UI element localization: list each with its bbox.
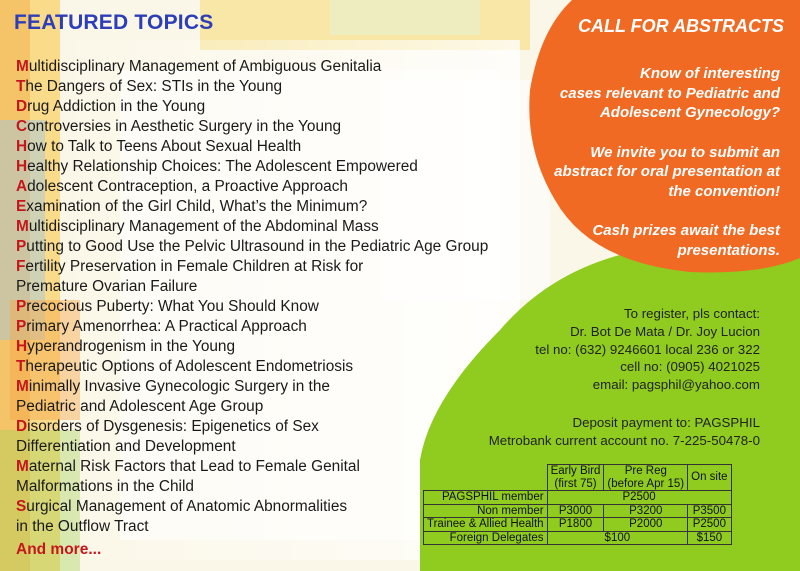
topic-text: ultidisciplinary Management of the Abdominal Mass [28,218,379,235]
topic-item [16,137,536,157]
header-pre-reg: Pre Reg (before Apr 15) [604,465,688,491]
fee-row-foreign [424,531,732,545]
topic-item [16,237,536,257]
topic-initial: D [16,98,28,115]
topic-item [16,157,536,177]
topic-initial: M [16,218,29,235]
foreign-on-site-fee: $150 [688,531,731,545]
topic-item [16,197,536,217]
topic-initial: A [16,178,28,195]
topic-item [16,117,536,137]
fee-row-trainee [424,518,732,532]
trainee-pre-reg: P2000 [604,518,688,532]
registration-contact [430,305,760,394]
header-on-site: On site [688,465,731,491]
registration-fee-table [423,464,732,545]
topic-initial: M [16,458,29,475]
topic-item [16,57,536,77]
topic-initial: P [16,238,27,255]
topic-text: rug Addiction in the Young [27,98,206,115]
topic-initial: D [16,418,28,435]
cfa-line: cases relevant to Pediatric and [559,84,780,102]
topic-text: dolescent Contraception, a Proactive Approach [27,178,348,195]
topic-text: urgical Management of Anatomic Abnormalities [26,498,348,515]
contact-line: email: pagsphil@yahoo.com [592,377,760,393]
topic-text: aternal Risk Factors that Lead to Female Genital [28,458,360,475]
topic-text: he Dangers of Sex: STIs in the Young [25,78,283,95]
fee-header-row [424,465,732,491]
cfa-line: Cash prizes await the best [592,222,780,239]
row-label-foreign: Foreign Delegates [424,531,548,545]
deposit-line: Deposit payment to: PAGSPHIL [572,415,760,430]
foreign-advance-fee: $100 [547,531,688,545]
non-member-pre-reg: P3200 [604,504,688,518]
row-label-member: PAGSPHIL member [424,491,548,505]
topic-initial: M [16,58,29,75]
cfa-paragraph [490,64,780,123]
topic-text: Pediatric and Adolescent Age Group [16,398,264,415]
cfa-paragraph [490,221,780,260]
cfa-line: abstract for oral presentation at [554,163,780,180]
topic-text: recocious Puberty: What You Should Know [26,298,319,315]
non-member-on-site: P3500 [688,504,731,518]
topic-initial: P [16,298,27,315]
featured-topics-title: FEATURED TOPICS [14,11,214,34]
topic-text: yperandrogenism in the Young [27,338,236,355]
topic-initial: H [16,138,28,155]
topic-initial: E [16,198,27,215]
and-more-text: And more... [16,541,102,558]
contact-line: cell no: (0905) 4021025 [620,359,760,375]
contact-line: Dr. Bot De Mata / Dr. Joy Lucion [570,323,760,339]
topic-text: Differentiation and Development [16,438,236,455]
topic-text: isorders of Dysgenesis: Epigenetics of Sex [27,418,319,435]
call-for-abstracts-body [490,64,780,280]
trainee-on-site: P2500 [688,518,731,532]
topic-initial: M [16,378,29,395]
topic-initial: T [16,358,26,375]
topic-text: ow to Talk to Teens About Sexual Health [27,138,302,155]
fee-row-non-member [424,504,732,518]
topic-initial: C [16,118,28,135]
topic-text: inimally Invasive Gynecologic Surgery in the [28,378,330,395]
row-label-non-member: Non member [424,504,548,518]
topic-text: Premature Ovarian Failure [16,278,198,295]
topic-text: xamination of the Girl Child, What’s the Minimum? [26,198,368,215]
topic-initial: H [16,338,28,355]
topic-text: utting to Good Use the Pelvic Ultrasound in the Pediatric Age Group [26,238,489,255]
topic-item [16,97,536,117]
contact-line: To register, pls contact: [624,306,760,321]
trainee-early-bird: P1800 [547,518,604,532]
cfa-paragraph [490,143,780,202]
topic-item [16,277,536,297]
topic-text: ertility Preservation in Female Children at Risk for [25,258,364,275]
fee-row-member [424,491,732,505]
topic-text: ontroversies in Aesthetic Surgery in the Young [27,118,342,135]
topic-text: rimary Amenorrhea: A Practical Approach [26,318,307,335]
cfa-line: the convention! [668,182,780,200]
topic-text: ultidisciplinary Management of Ambiguous Genitalia [28,58,382,75]
call-for-abstracts-title: CALL FOR ABSTRACTS [578,16,784,36]
cfa-line: We invite you to submit an [590,143,780,161]
contact-line: tel no: (632) 9246601 local 236 or 322 [535,341,760,357]
topic-initial: S [16,498,27,515]
topic-text: herapeutic Options of Adolescent Endometriosis [25,358,354,375]
topic-initial: F [16,258,26,275]
topic-text: ealthy Relationship Choices: The Adolescent Empowered [27,158,418,175]
topic-initial: H [16,158,28,175]
topic-item [16,257,536,277]
member-fee: P2500 [547,491,731,505]
topic-item [16,217,536,237]
cfa-line: Adolescent Gynecology? [599,104,780,121]
topic-text: in the Outflow Tract [16,518,149,535]
topic-initial: T [16,78,26,95]
topic-text: Malformations in the Child [16,478,194,495]
deposit-info [400,414,760,450]
empty-corner [424,465,548,491]
non-member-early-bird: P3000 [547,504,604,518]
row-label-trainee: Trainee & Allied Health [424,518,548,532]
deposit-line: Metrobank current account no. 7-225-50478-0 [488,432,760,448]
topic-item [16,177,536,197]
header-early-bird: Early Bird (first 75) [547,465,604,491]
cfa-line: presentations. [677,241,780,259]
cfa-line: Know of interesting [640,65,780,82]
topic-item [16,77,536,97]
topic-initial: P [16,318,27,335]
